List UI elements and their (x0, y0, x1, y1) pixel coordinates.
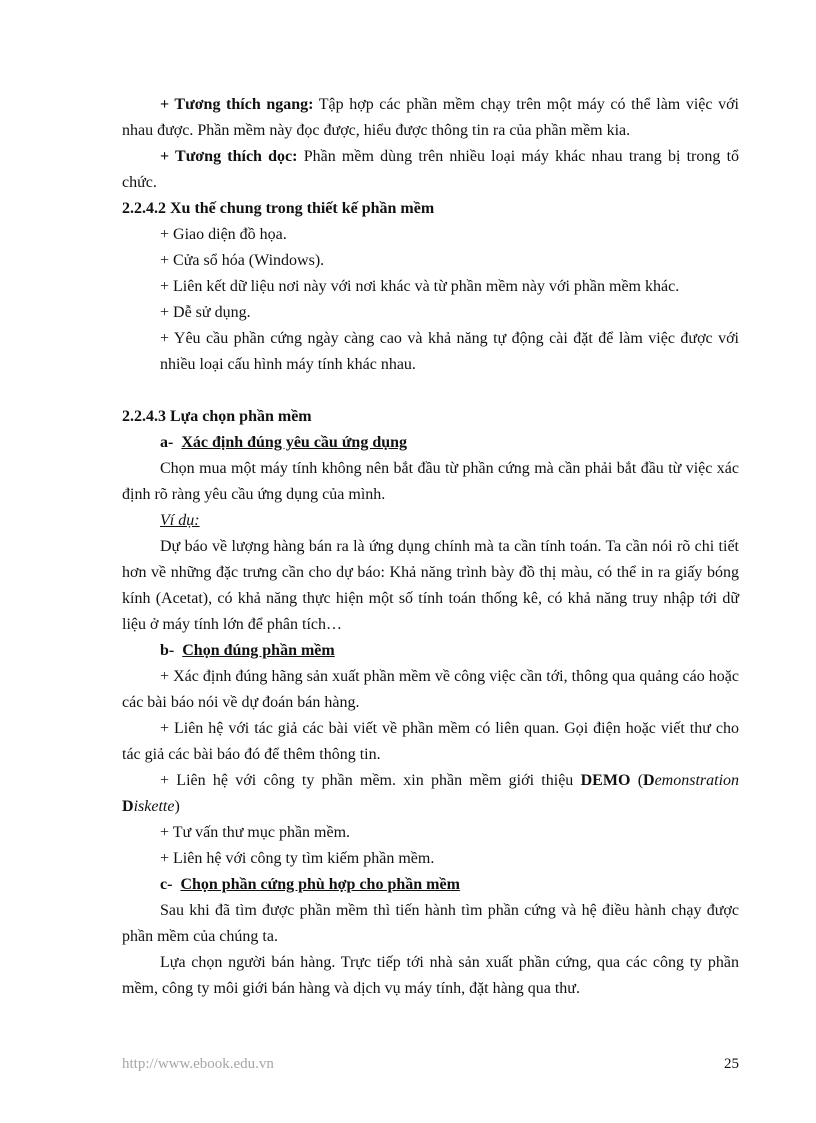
horizontal-compat-paragraph (122, 92, 739, 144)
horizontal-compat-text: Tập hợp các phần mềm chạy trên một máy có thể làm việc với nhau được. Phần mềm này đọc được, hiểu được thông tin ra của phần mềm kia. (122, 96, 739, 139)
b3-text: + Liên hệ với công ty phần mềm. xin phần mềm giới thiệu (160, 772, 574, 789)
section-heading-choose: 2.2.4.3 Lựa chọn phần mềm (122, 408, 312, 425)
vertical-compat-label: + Tương thích dọc: (160, 148, 298, 165)
page-body (122, 92, 739, 1002)
subheading-b (122, 638, 739, 664)
example-label: Ví dụ: (160, 512, 200, 529)
paragraph-a1: Chọn mua một máy tính không nên bắt đầu từ phần cứng mà cần phải bắt đầu từ việc xác định rõ ràng yêu cầu ứng dụng của mình. (122, 460, 739, 503)
demo-word-1: emonstration (654, 772, 740, 789)
paragraph-b2: + Liên hệ với tác giả các bài viết về phần mềm có liên quan. Gọi điện hoặc viết thư cho tác giả các bài báo đó để thêm thông tin. (122, 720, 739, 763)
subheading-b-title: Chọn đúng phần mềm (182, 642, 335, 659)
horizontal-compat-label: + Tương thích ngang: (160, 96, 314, 113)
page-footer (122, 1056, 739, 1076)
subheading-c (122, 872, 739, 898)
subheading-c-letter: c- (160, 876, 173, 893)
paragraph-c1: Sau khi đã tìm được phần mềm thì tiến hành tìm phần cứng và hệ điều hành chạy được phần mềm của chúng ta. (122, 902, 739, 945)
demo-term: DEMO (580, 772, 631, 789)
subheading-b-letter: b- (160, 642, 175, 659)
paren-close: ) (174, 798, 180, 815)
paragraph-b5: + Liên hệ với công ty tìm kiếm phần mềm. (160, 850, 435, 867)
subheading-c-title: Chọn phần cứng phù hợp cho phần mềm (180, 876, 460, 893)
paragraph-b3 (122, 768, 739, 820)
demo-initial-d2: D (122, 798, 134, 815)
trend-item: + Cửa sổ hóa (Windows). (160, 252, 325, 269)
paren-open: ( (637, 772, 644, 789)
section-spacer (122, 378, 739, 404)
demo-initial-d1: D (643, 772, 655, 789)
paragraph-b4: + Tư vấn thư mục phần mềm. (160, 824, 351, 841)
paragraph-b1: + Xác định đúng hãng sản xuất phần mềm về công việc cần tới, thông qua quảng cáo hoặc các bài báo nói về dự đoán bán hàng. (122, 668, 739, 711)
subheading-a-title: Xác định đúng yêu cầu ứng dụng (181, 434, 408, 451)
section-heading-trend: 2.2.4.2 Xu thế chung trong thiết kế phần mềm (122, 200, 435, 217)
trend-item: + Yêu cầu phần cứng ngày càng cao và khả năng tự động cài đặt để làm việc được với nhiều loại cấu hình máy tính khác nhau. (160, 330, 739, 373)
paragraph-c2: Lựa chọn người bán hàng. Trực tiếp tới nhà sản xuất phần cứng, qua các công ty phần mềm, công ty môi giới bán hàng và dịch vụ máy tính, đặt hàng qua thư. (122, 954, 739, 997)
vertical-compat-text: Phần mềm dùng trên nhiều loại máy khác nhau trang bị trong tổ chức. (122, 148, 740, 191)
page-number: 25 (724, 1056, 739, 1072)
subheading-a-letter: a- (160, 434, 174, 451)
trend-item: + Giao diện đồ họa. (160, 226, 287, 243)
example-paragraph: Dự báo về lượng hàng bán ra là ứng dụng chính mà ta cần tính toán. Ta cần nói rõ chi tiết hơn về những đặc trưng cần cho dự báo: Khả năng trình bày đồ thị màu, có thể in ra giấy bóng kính (Acetat), có khả năng thực hiện một số tính toán thống kê, có khả năng truy nhập tới dữ liệu ở máy tính lớn để phân tích… (122, 538, 739, 633)
trend-item: + Dễ sử dụng. (160, 304, 251, 321)
demo-word-2: iskette (133, 798, 175, 815)
footer-url-link[interactable]: http://www.ebook.edu.vn (122, 1056, 274, 1072)
vertical-compat-paragraph (122, 144, 739, 196)
trend-item: + Liên kết dữ liệu nơi này với nơi khác và từ phần mềm này với phần mềm khác. (160, 278, 680, 295)
subheading-a (122, 430, 739, 456)
